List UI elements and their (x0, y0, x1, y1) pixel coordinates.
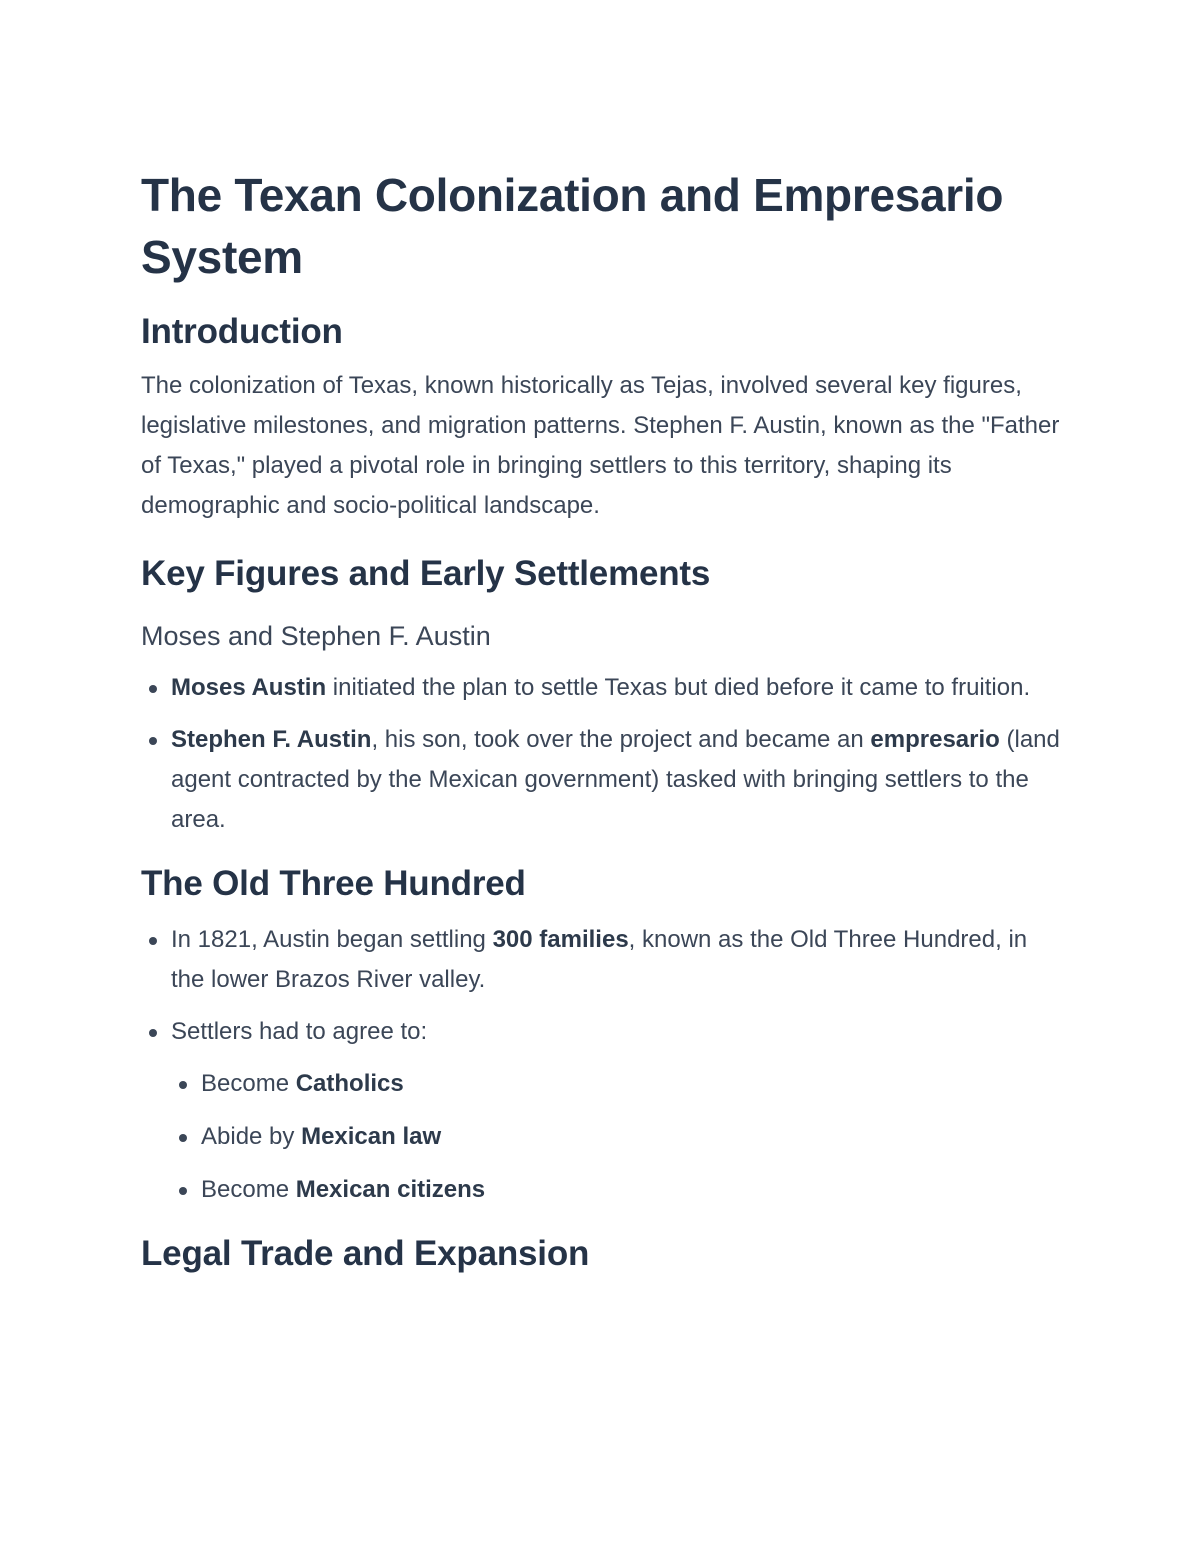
list-item-text: Become (201, 1070, 296, 1097)
bold-term: Moses Austin (171, 674, 327, 701)
bold-term: Catholics (295, 1070, 404, 1097)
bullet-icon (179, 1134, 187, 1142)
list-item-text: Abide by (201, 1123, 302, 1150)
list-item (201, 1170, 1061, 1210)
subheading-austins: Moses and Stephen F. Austin (141, 621, 491, 651)
key-figures-list (141, 668, 1061, 840)
conditions-list (171, 1064, 1061, 1210)
list-item (171, 1012, 1061, 1210)
list-item-text: , known as the Old Three Hundred, in the lower Brazos River valley. (171, 926, 1028, 993)
list-item-text: In 1821, Austin began settling (171, 926, 493, 953)
list-item (201, 1117, 1061, 1157)
list-item-text: initiated the plan to settle Texas but died before it came to fruition. (326, 674, 1031, 701)
intro-paragraph: The colonization of Texas, known historically as Tejas, involved several key figures, legislative milestones, and migration patterns. Stephen F. Austin, known as the "Father of Texas," played a pivotal role in bringing settlers to this territory, shaping its demographic and socio-political landscape. (141, 372, 1060, 519)
bold-term: Mexican citizens (295, 1176, 486, 1203)
section-heading-introduction: Introduction (141, 312, 343, 351)
list-item (171, 920, 1061, 1000)
section-heading-old-three-hundred: The Old Three Hundred (141, 864, 526, 903)
bullet-icon (149, 1029, 157, 1037)
bullet-icon (179, 1187, 187, 1195)
bullet-icon (179, 1081, 187, 1089)
bold-term: 300 families (492, 926, 629, 953)
old-three-hundred-list (141, 920, 1061, 1210)
bullet-icon (149, 685, 157, 693)
section-heading-legal-trade: Legal Trade and Expansion (141, 1234, 590, 1273)
bullet-icon (149, 937, 157, 945)
section-heading-key-figures: Key Figures and Early Settlements (141, 554, 711, 593)
list-item (201, 1064, 1061, 1104)
bold-term: Mexican law (301, 1123, 442, 1150)
bold-term: Stephen F. Austin (171, 726, 372, 753)
list-item-text: (land agent contracted by the Mexican government) tasked with bringing settlers to the area. (171, 726, 1060, 833)
list-item (171, 720, 1061, 840)
list-item (171, 668, 1061, 708)
list-item-text: , his son, took over the project and became an (371, 726, 871, 753)
list-item-text: Become (201, 1176, 296, 1203)
bold-term: empresario (870, 726, 1000, 753)
document-page (141, 164, 1061, 1276)
list-item-text: Settlers had to agree to: (171, 1018, 428, 1045)
document-title: The Texan Colonization and Empresario System (141, 169, 1004, 283)
bullet-icon (149, 737, 157, 745)
